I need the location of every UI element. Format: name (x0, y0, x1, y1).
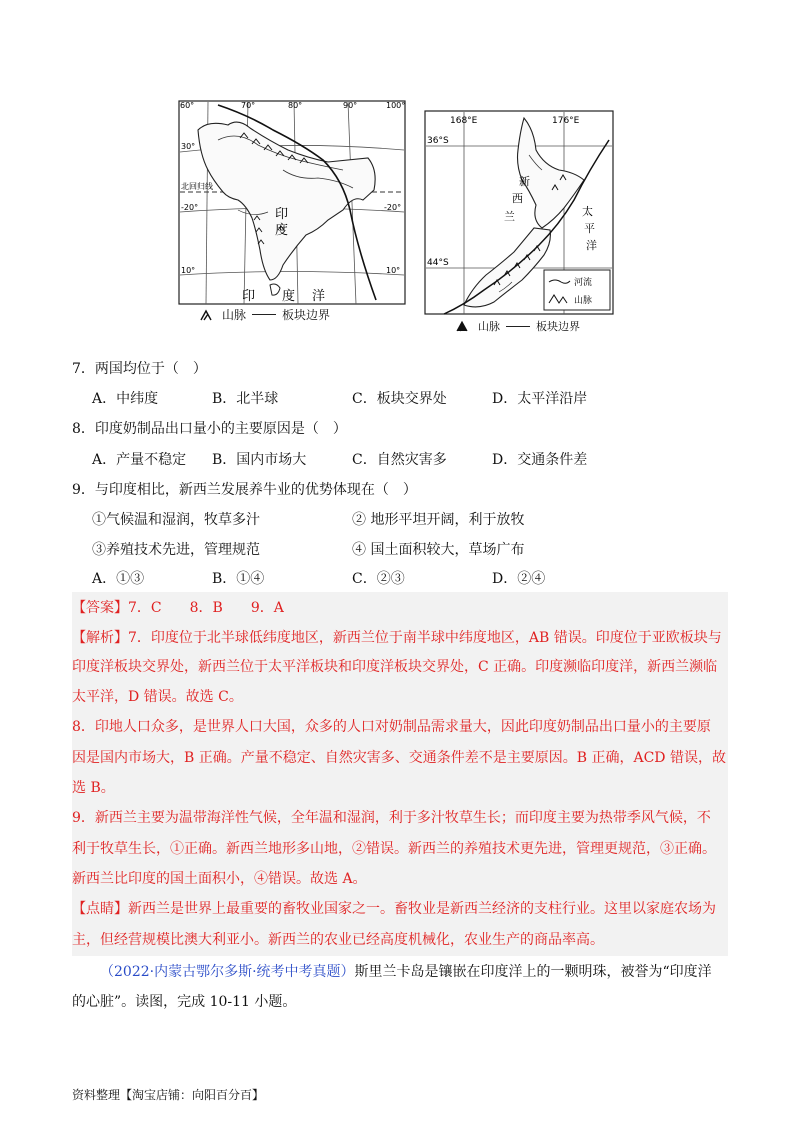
q9-option-d: D．②④ (492, 571, 546, 587)
pacific-label-tai: 太 (582, 205, 593, 218)
q8-option-c: C．自然灾害多 (352, 452, 447, 468)
lat-label-20-left: -20° (181, 203, 199, 212)
legend-mountain-label: 山脉 (222, 308, 247, 322)
country-label-du: 度 (275, 223, 289, 238)
inset-legend-river: 河流 (574, 278, 593, 288)
analysis-7-line-3: 太平洋，D 错误。故选 C。 (72, 689, 243, 705)
lon-label-176e: 176°E (552, 116, 580, 126)
tropic-label: 北回归线 (181, 182, 213, 191)
analysis-9-line-3: 新西兰比印度的国土面积小，④错误。故选 A。 (72, 871, 367, 887)
india-map-graphic (178, 100, 406, 305)
analysis-7-line-2: 印度洋板块交界处，新西兰位于太平洋板块和印度洋板块交界处，C 正确。印度濒临印度洋，新西兰濒临 (72, 659, 718, 675)
legend-mountain-label: 山脉 (478, 320, 500, 333)
lat-label-44s: 44°S (427, 258, 449, 268)
q7-option-d: D．太平洋沿岸 (492, 391, 588, 407)
nz-label-lan: 兰 (504, 210, 515, 223)
mountain-icon (200, 309, 216, 321)
inset-legend-mountain: 山脉 (574, 296, 593, 306)
q7-option-b: B．北半球 (212, 391, 279, 407)
lon-label-60: 60° (180, 101, 195, 110)
nz-map-legend (456, 318, 580, 334)
ocean-label-yin: 印 (242, 289, 256, 304)
q9-statement-3: ③养殖技术先进，管理规范 (92, 542, 260, 558)
q9-statement-1: ①气候温和湿润，牧草多汁 (92, 512, 260, 528)
q9-option-b: B．①④ (212, 571, 265, 587)
nz-map (424, 110, 614, 315)
analysis-8-line-2: 因是国内市场大，B 正确。产量不稳定、自然灾害多、交通条件差不是主要原因。B 正确，ACD 错误，故 (72, 750, 726, 766)
nz-label-xi: 西 (512, 192, 523, 205)
pacific-label-yang: 洋 (586, 239, 597, 252)
question-7-stem: 7．两国均位于（ ） (72, 361, 207, 377)
q8-option-b: B．国内市场大 (212, 452, 307, 468)
legend-boundary-label: 板块边界 (536, 320, 580, 333)
mountain-icon (456, 320, 472, 332)
next-question-intro (72, 962, 732, 982)
q9-option-c: C．②③ (352, 571, 405, 587)
lat-label-36s: 36°S (427, 136, 449, 146)
q7-option-c: C．板块交界处 (352, 391, 447, 407)
analysis-9-line-2: 利于牧草生长，①正确。新西兰地形多山地，②错误。新西兰的养殖技术更先进，管理更规范，③正确。 (72, 841, 716, 857)
india-map-legend (200, 306, 330, 323)
country-label-yin: 印 (275, 207, 289, 222)
lon-label-80: 80° (288, 101, 303, 110)
answer-line: 【答案】7．C 8．B 9．A (72, 600, 284, 616)
lat-label-30: 30° (181, 142, 196, 151)
analysis-9-line-1: 9．新西兰主要为温带海洋性气候，全年温和湿润，利于多汁牧草生长；而印度主要为热带季风气候，不 (72, 810, 711, 826)
tip-line-2: 主，但经营规模比澳大利亚小。新西兰的农业已经高度机械化，农业生产的商品率高。 (72, 932, 604, 948)
nz-label-xin: 新 (519, 175, 530, 188)
pacific-label-ping: 平 (584, 222, 595, 235)
lat-label-20-right: -20° (384, 203, 402, 212)
intro-text-2: 的心脏”。读图，完成 10-11 小题。 (72, 994, 297, 1010)
lat-label-10-right: 10° (386, 266, 401, 275)
nz-map-graphic (424, 110, 614, 315)
analysis-8-line-1: 8．印地人口众多，是世界人口大国，众多的人口对奶制品需求量大，因此印度奶制品出口量小的主要原 (72, 719, 711, 735)
q7-option-a: A．中纬度 (92, 391, 159, 407)
question-9-stem: 9．与印度相比，新西兰发展养牛业的优势体现在（ ） (72, 482, 417, 498)
boundary-line-icon (252, 314, 276, 315)
analysis-7-line-1: 【解析】7．印度位于北半球低纬度地区，新西兰位于南半球中纬度地区，AB 错误。印度位于亚欧板块与 (72, 630, 722, 646)
legend-boundary-label: 板块边界 (282, 308, 331, 322)
lon-label-100: 100° (386, 101, 406, 110)
analysis-8-line-3: 选 B。 (72, 780, 115, 796)
ocean-label-yang: 洋 (312, 289, 326, 304)
footer-text: 资料整理【淘宝店铺：向阳百分百】 (72, 1088, 265, 1102)
lat-label-10-left: 10° (181, 266, 196, 275)
q8-option-a: A．产量不稳定 (92, 452, 187, 468)
lon-label-90: 90° (343, 101, 358, 110)
lon-label-168e: 168°E (450, 116, 478, 126)
boundary-line-icon (506, 326, 530, 327)
q9-option-a: A．①③ (92, 571, 145, 587)
ocean-label-du: 度 (282, 289, 296, 304)
intro-text-1: 斯里兰卡岛是镶嵌在印度洋上的一颗明珠，被誉为“印度洋 (354, 964, 712, 980)
lon-label-70: 70° (241, 101, 256, 110)
question-8-stem: 8．印度奶制品出口量小的主要原因是（ ） (72, 421, 347, 437)
q8-option-d: D．交通条件差 (492, 452, 588, 468)
india-map (178, 100, 406, 305)
q9-statement-2: ② 地形平坦开阔，利于放牧 (352, 512, 525, 528)
intro-source: （2022·内蒙古鄂尔多斯·统考中考真题） (100, 964, 355, 980)
tip-line-1: 【点睛】新西兰是世界上最重要的畜牧业国家之一。畜牧业是新西兰经济的支柱行业。这里以家庭农场为 (72, 901, 716, 917)
q9-statement-4: ④ 国土面积较大，草场广布 (352, 542, 525, 558)
